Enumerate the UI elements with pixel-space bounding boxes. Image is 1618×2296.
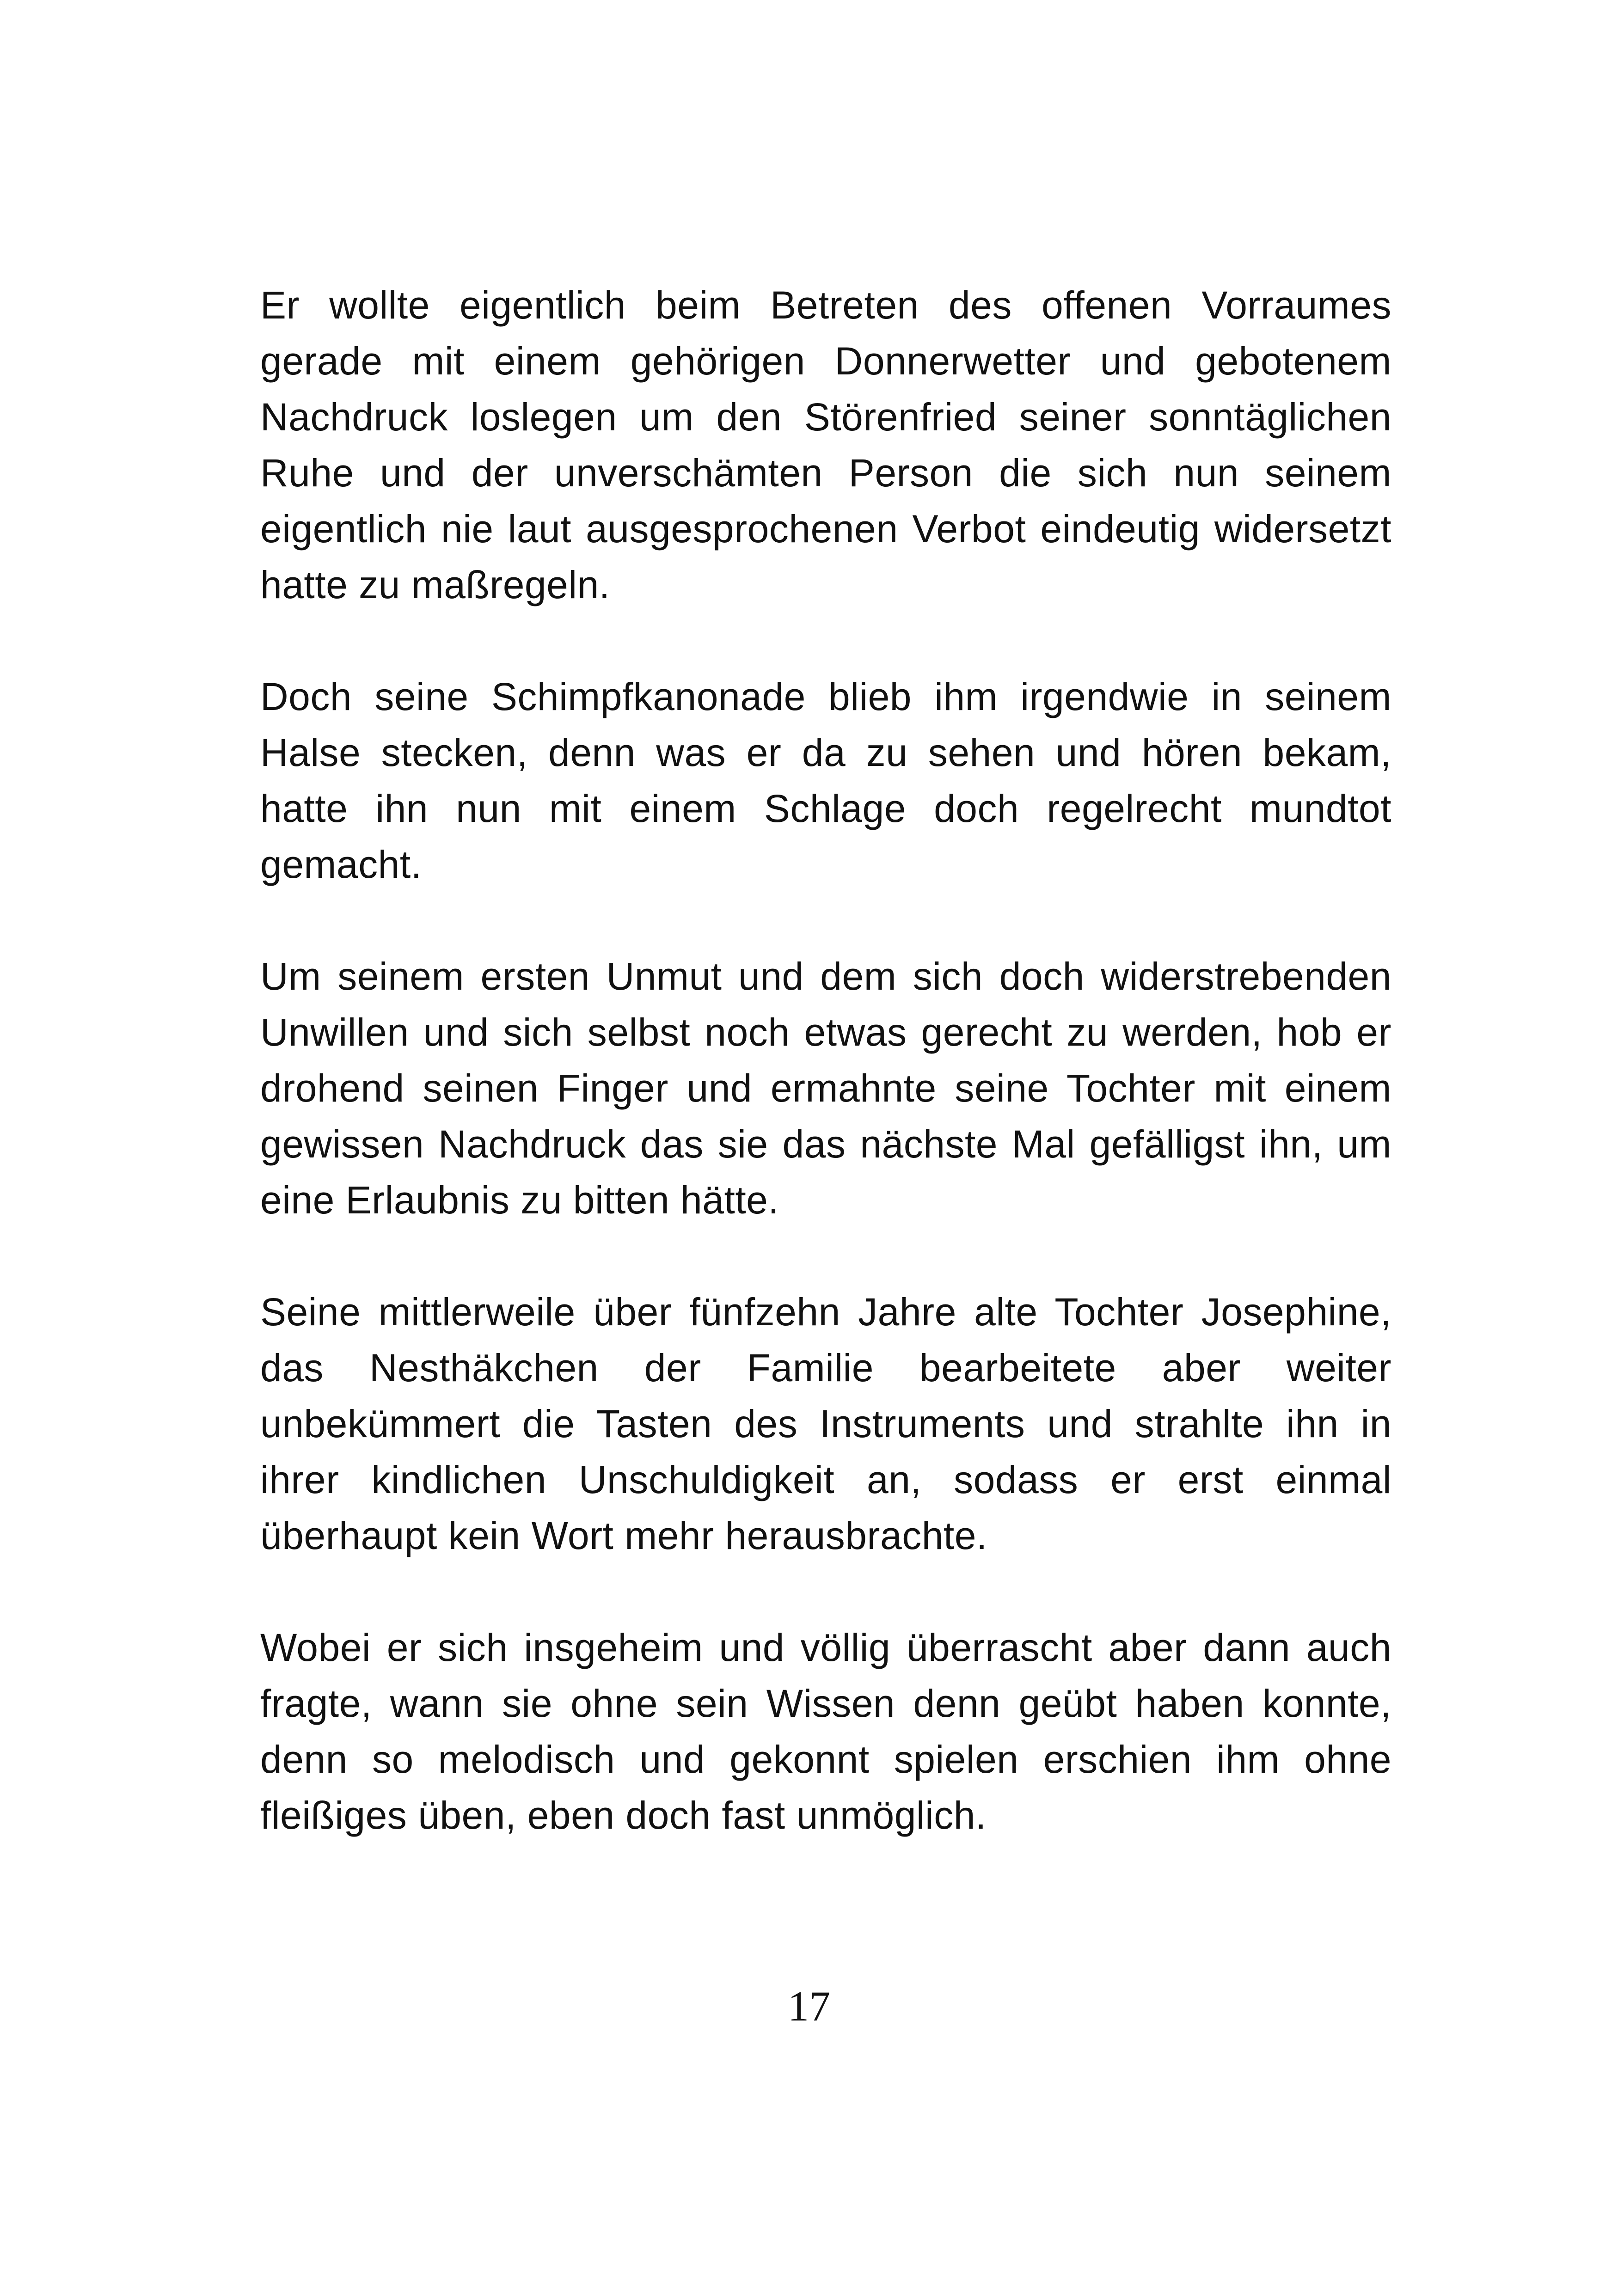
page-number: 17 [788, 1983, 830, 2030]
body-text [260, 277, 1391, 1899]
paragraph: Wobei er sich insgeheim und völlig überrascht aber dann auch fragte, wann sie ohne sein Wissen denn geübt haben konnte, denn so melodisch und gekonnt spielen erschien ihm ohne fleißiges üben, eben doch fast unmöglich. [260, 1626, 1391, 1837]
paragraph: Er wollte eigentlich beim Betreten des offenen Vorraumes gerade mit einem gehörigen Donnerwetter und gebotenem Nachdruck loslegen um den Störenfried seiner sonntäglichen Ruhe und der unverschämten Person die sich nun seinem eigentlich nie laut ausgesprochenen Verbot eindeutig widersetzt hatte zu maßregeln. [260, 283, 1391, 606]
paragraph: Um seinem ersten Unmut und dem sich doch widerstrebenden Unwillen und sich selbst noch etwas gerecht zu werden, hob er drohend seinen Finger und ermahnte seine Tochter mit einem gewissen Nachdruck das sie das nächste Mal gefälligst ihn, um eine Erlaubnis zu bitten hätte. [260, 955, 1391, 1222]
paragraph: Doch seine Schimpfkanonade blieb ihm irgendwie in seinem Halse stecken, denn was er da zu sehen und hören bekam, hatte ihn nun mit einem Schlage doch regelrecht mundtot gemacht. [260, 675, 1391, 886]
paragraph: Seine mittlerweile über fünfzehn Jahre alte Tochter Josephine, das Nesthäkchen der Familie bearbeitete aber weiter unbekümmert die Tasten des Instruments und strahlte ihn in ihrer kindlichen Unschuldigkeit an, sodass er erst einmal überhaupt kein Wort mehr herausbrachte. [260, 1290, 1391, 1557]
